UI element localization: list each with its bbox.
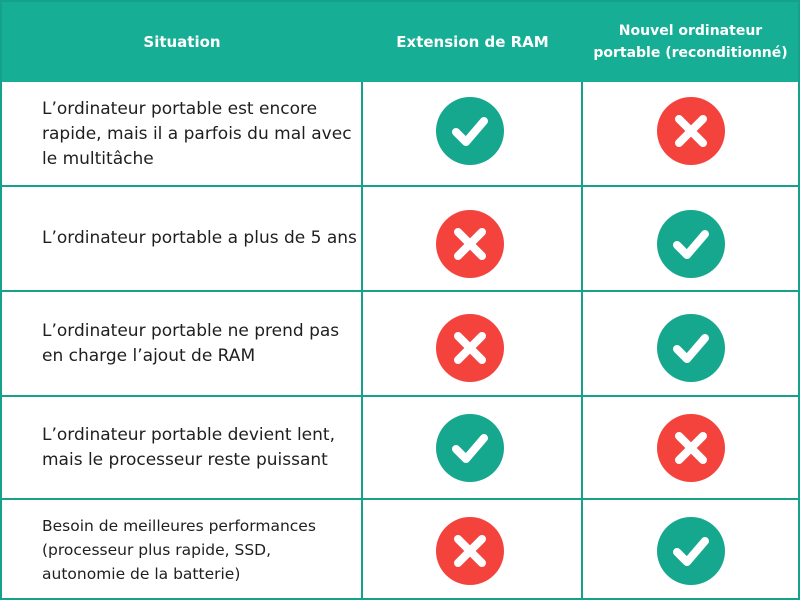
situation-text: L’ordinateur portable est encore rapide, mais il a parfois du mal avec le multitâche (42, 99, 352, 169)
header-laptop-line1: Nouvel ordinateur (618, 23, 763, 39)
table-row-situation (42, 84, 358, 185)
situation-text: Besoin de meilleures performances (processeur plus rapide, SSD, autonomie de la batterie) (42, 517, 316, 583)
situation-text: L’ordinateur portable a plus de 5 ans (42, 228, 357, 248)
header-ram-label: Extension de RAM (396, 33, 549, 51)
laptop-result-icon (657, 210, 725, 278)
check-icon (436, 414, 504, 482)
check-icon (657, 517, 725, 585)
header-situation (2, 2, 362, 82)
ram-result-icon (436, 517, 504, 585)
situation-text: L’ordinateur portable ne prend pas en charge l’ajout de RAM (42, 320, 340, 366)
cross-icon (657, 97, 725, 165)
header-situation-label: Situation (143, 33, 221, 51)
situation-text: L’ordinateur portable devient lent, mais le processeur reste puissant (42, 424, 335, 470)
check-icon (657, 210, 725, 278)
laptop-result-icon (657, 314, 725, 382)
cross-icon (436, 314, 504, 382)
laptop-result-icon (657, 414, 725, 482)
header-laptop-label (593, 20, 787, 64)
cross-icon (657, 414, 725, 482)
ram-result-icon (436, 314, 504, 382)
laptop-result-icon (657, 97, 725, 165)
header-ram (363, 2, 582, 82)
cross-icon (436, 210, 504, 278)
laptop-result-icon (657, 517, 725, 585)
column-divider (581, 82, 583, 598)
table-row-situation (42, 187, 358, 290)
table-row-situation (42, 500, 358, 600)
header-laptop (583, 2, 798, 82)
cross-icon (436, 517, 504, 585)
ram-result-icon (436, 210, 504, 278)
check-icon (657, 314, 725, 382)
ram-result-icon (436, 97, 504, 165)
table-row-situation (42, 397, 358, 498)
header-laptop-line2: portable (reconditionné) (593, 45, 788, 61)
table-header (2, 2, 798, 82)
check-icon (436, 97, 504, 165)
ram-result-icon (436, 414, 504, 482)
table-row-situation (42, 292, 358, 395)
column-divider (361, 82, 363, 598)
